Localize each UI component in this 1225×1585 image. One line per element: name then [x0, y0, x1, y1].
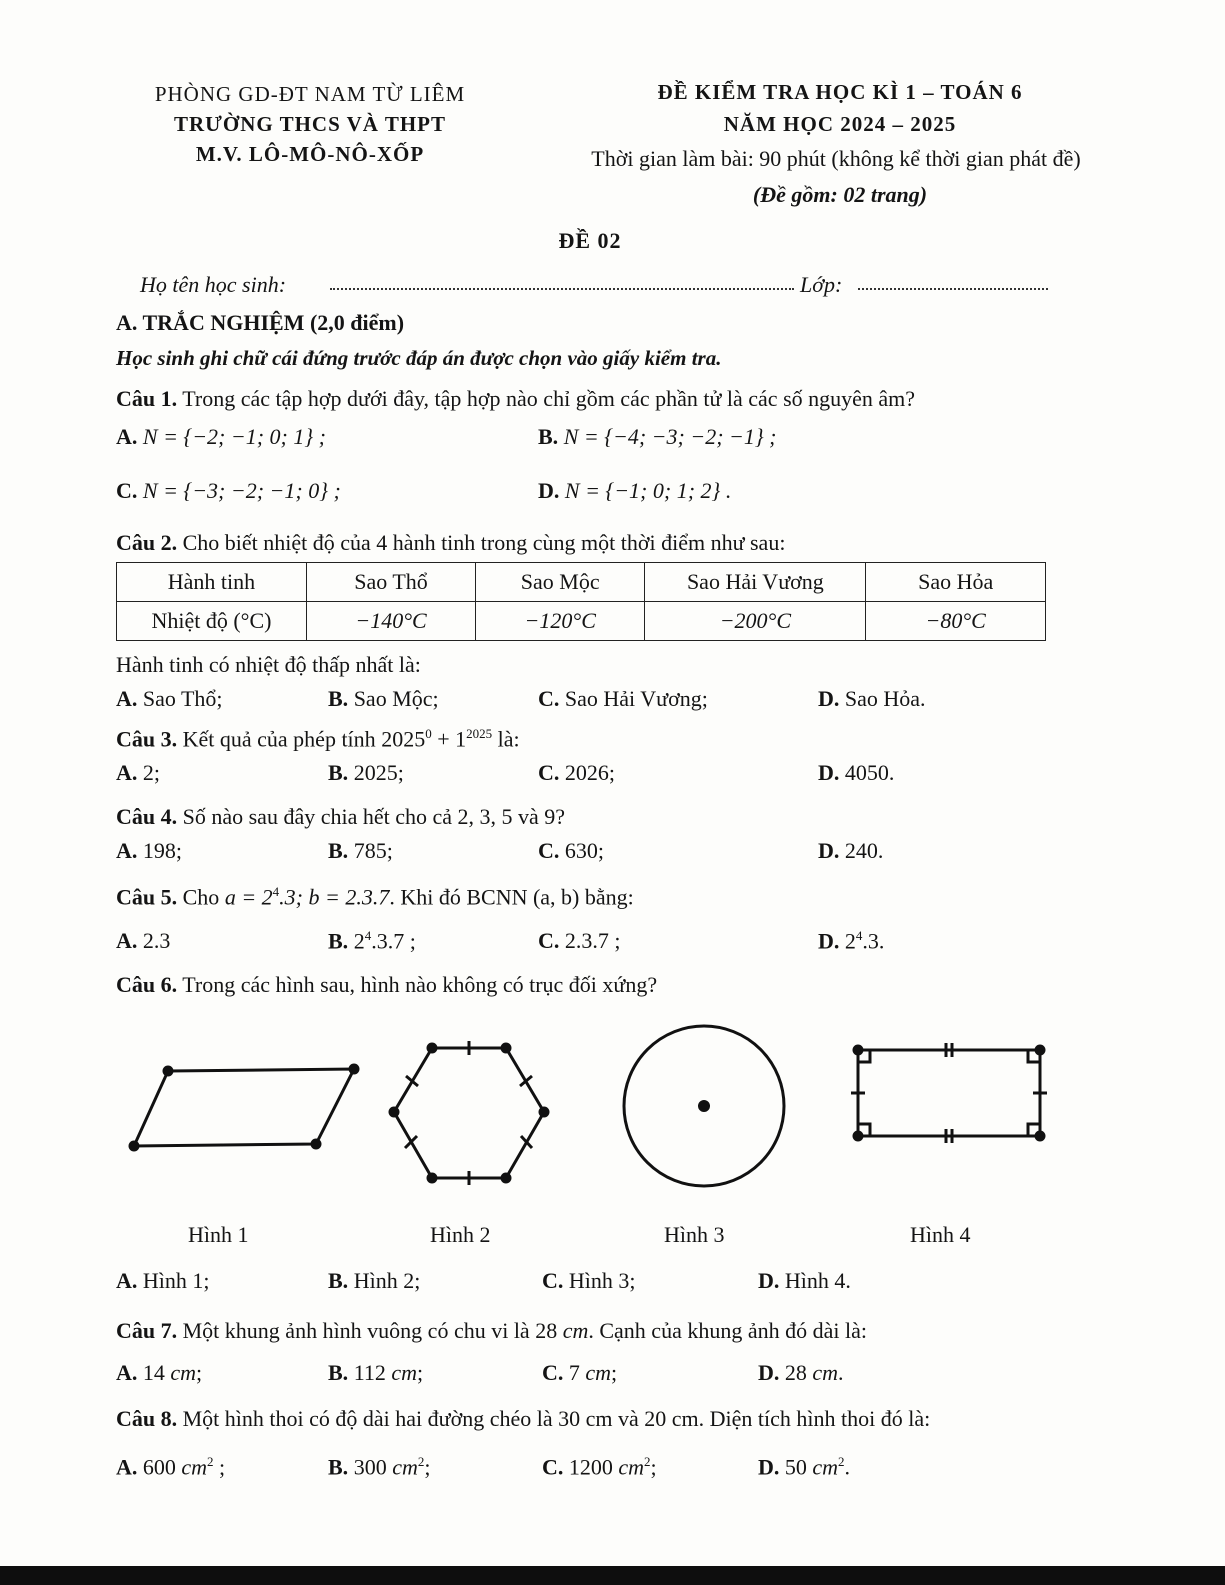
section-a-instruction: Học sinh ghi chữ cái đứng trước đáp án được chọn vào giấy kiểm tra.: [116, 346, 722, 370]
q5-option-a[interactable]: A. 2.3: [116, 928, 171, 953]
exam-code: ĐỀ 02: [558, 228, 622, 253]
student-name-field[interactable]: [330, 288, 794, 290]
q2-followup: Hành tinh có nhiệt độ thấp nhất là:: [116, 652, 421, 677]
q4-option-c[interactable]: C. 630;: [538, 838, 605, 863]
section-a-title: A. TRẮC NGHIỆM (2,0 điểm): [116, 310, 405, 335]
question-6: Câu 6. Trong các hình sau, hình nào không có trục đối xứng?: [116, 972, 658, 997]
exam-title: ĐỀ KIỂM TRA HỌC KÌ 1 – TOÁN 6: [657, 80, 1023, 104]
circle-figure: [624, 1026, 784, 1186]
temperature-table: [116, 562, 1046, 641]
q5-option-d[interactable]: D. $2^4.3$.: [818, 928, 885, 954]
q6-option-b[interactable]: B. Hình 2;: [328, 1268, 421, 1293]
exam-year: NĂM HỌC 2024 – 2025: [723, 112, 957, 136]
question-label: Câu 2.: [116, 530, 178, 555]
q6-option-d[interactable]: D. Hình 4.: [758, 1268, 851, 1293]
hexagon-figure: [390, 1041, 548, 1185]
question-5: Câu 5. Cho $a = 2^4.3$; b = 2.3.7. Khi đó BCNN (a, b) bằng:: [116, 884, 634, 910]
q2-option-a[interactable]: A. Sao Thổ;: [116, 686, 223, 711]
q8-option-a[interactable]: A. 600 $cm^2$ ;: [116, 1454, 226, 1480]
q3-option-b[interactable]: B. 2025;: [328, 760, 404, 785]
question-3: Câu 3. Kết quả của phép tính $2025^0 + 1^{2025}$ là:: [116, 726, 520, 752]
table-header-cell: Sao Hỏa: [866, 563, 1046, 602]
q8-option-b[interactable]: B. 300 $cm^2$;: [328, 1454, 431, 1480]
question-text: Trong các tập hợp dưới đây, tập hợp nào chỉ gồm các phần tử là các số nguyên âm?: [182, 386, 916, 411]
table-row: [117, 602, 1046, 641]
q2-option-b[interactable]: B. Sao Mộc;: [328, 686, 439, 711]
figure-label-3: Hình 3: [664, 1222, 725, 1247]
q1-option-b[interactable]: B. N = {−4; −3; −2; −1} ;: [538, 424, 777, 449]
q7-option-d[interactable]: D. 28 cm.: [758, 1360, 844, 1385]
q7-option-a[interactable]: A. 14 cm;: [116, 1360, 203, 1385]
table-cell: −140°C: [306, 602, 475, 641]
figure-label-1: Hình 1: [188, 1222, 249, 1247]
class-label: Lớp:: [800, 272, 843, 297]
table-cell: −80°C: [866, 602, 1046, 641]
student-name-label: Họ tên học sinh:: [140, 272, 287, 297]
table-header-cell: Hành tinh: [117, 563, 307, 602]
exam-time: Thời gian làm bài: 90 phút (không kể thời gian phát đề): [591, 146, 1081, 171]
school-name-2: M.V. LÔ-MÔ-NÔ-XỐP: [195, 142, 425, 166]
q2-option-d[interactable]: D. Sao Hỏa.: [818, 686, 926, 711]
exam-pages: (Đề gồm: 02 trang): [752, 182, 928, 207]
q4-option-a[interactable]: A. 198;: [116, 838, 183, 863]
q6-option-a[interactable]: A. Hình 1;: [116, 1268, 210, 1293]
q4-option-b[interactable]: B. 785;: [328, 838, 393, 863]
q7-option-c[interactable]: C. 7 cm;: [542, 1360, 618, 1385]
rectangle-figure: [851, 1043, 1047, 1143]
q3-option-c[interactable]: C. 2026;: [538, 760, 616, 785]
q3-option-d[interactable]: D. 4050.: [818, 760, 895, 785]
class-field[interactable]: [858, 288, 1048, 290]
table-row-label: Nhiệt độ (°C): [117, 602, 307, 641]
q6-option-c[interactable]: C. Hình 3;: [542, 1268, 636, 1293]
q1-option-d[interactable]: D. N = {−1; 0; 1; 2} .: [538, 478, 732, 503]
symmetry-figures: [0, 1010, 1225, 1220]
table-cell: −120°C: [476, 602, 645, 641]
q3-option-a[interactable]: A. 2;: [116, 760, 161, 785]
school-dept: PHÒNG GD-ĐT NAM TỪ LIÊM: [154, 82, 466, 106]
question-1: [116, 386, 915, 412]
figure-label-2: Hình 2: [430, 1222, 491, 1247]
q1-option-c[interactable]: C. N = {−3; −2; −1; 0} ;: [116, 478, 341, 503]
table-header-cell: Sao Mộc: [476, 563, 645, 602]
q2-option-c[interactable]: C. Sao Hải Vương;: [538, 686, 708, 711]
table-cell: −200°C: [645, 602, 866, 641]
question-text: Cho biết nhiệt độ của 4 hành tinh trong cùng một thời điểm như sau:: [182, 530, 786, 555]
question-7: Câu 7. Một khung ảnh hình vuông có chu vi là 28 cm. Cạnh của khung ảnh đó dài là:: [116, 1318, 867, 1343]
page-bottom-edge: [0, 1566, 1225, 1585]
table-header-cell: Sao Thổ: [306, 563, 475, 602]
parallelogram-figure: [130, 1065, 358, 1150]
q7-option-b[interactable]: B. 112 cm;: [328, 1360, 424, 1385]
question-label: Câu 1.: [116, 386, 178, 411]
q8-option-d[interactable]: D. 50 $cm^2$.: [758, 1454, 851, 1480]
q4-option-d[interactable]: D. 240.: [818, 838, 884, 863]
question-2: [116, 530, 785, 556]
figure-label-4: Hình 4: [910, 1222, 971, 1247]
q1-option-a[interactable]: A. N = {−2; −1; 0; 1} ;: [116, 424, 327, 449]
school-name: TRƯỜNG THCS VÀ THPT: [173, 112, 447, 136]
q5-option-c[interactable]: C. 2.3.7 ;: [538, 928, 621, 953]
table-header-cell: Sao Hải Vương: [645, 563, 866, 602]
question-8: Câu 8. Một hình thoi có độ dài hai đường chéo là 30 cm và 20 cm. Diện tích hình thoi đó là:: [116, 1406, 931, 1431]
q5-option-b[interactable]: B. $2^4.3.7$ ;: [328, 928, 416, 954]
question-4: Câu 4. Số nào sau đây chia hết cho cả 2, 3, 5 và 9?: [116, 804, 566, 829]
table-header-row: [117, 563, 1046, 602]
q8-option-c[interactable]: C. 1200 $cm^2$;: [542, 1454, 657, 1480]
